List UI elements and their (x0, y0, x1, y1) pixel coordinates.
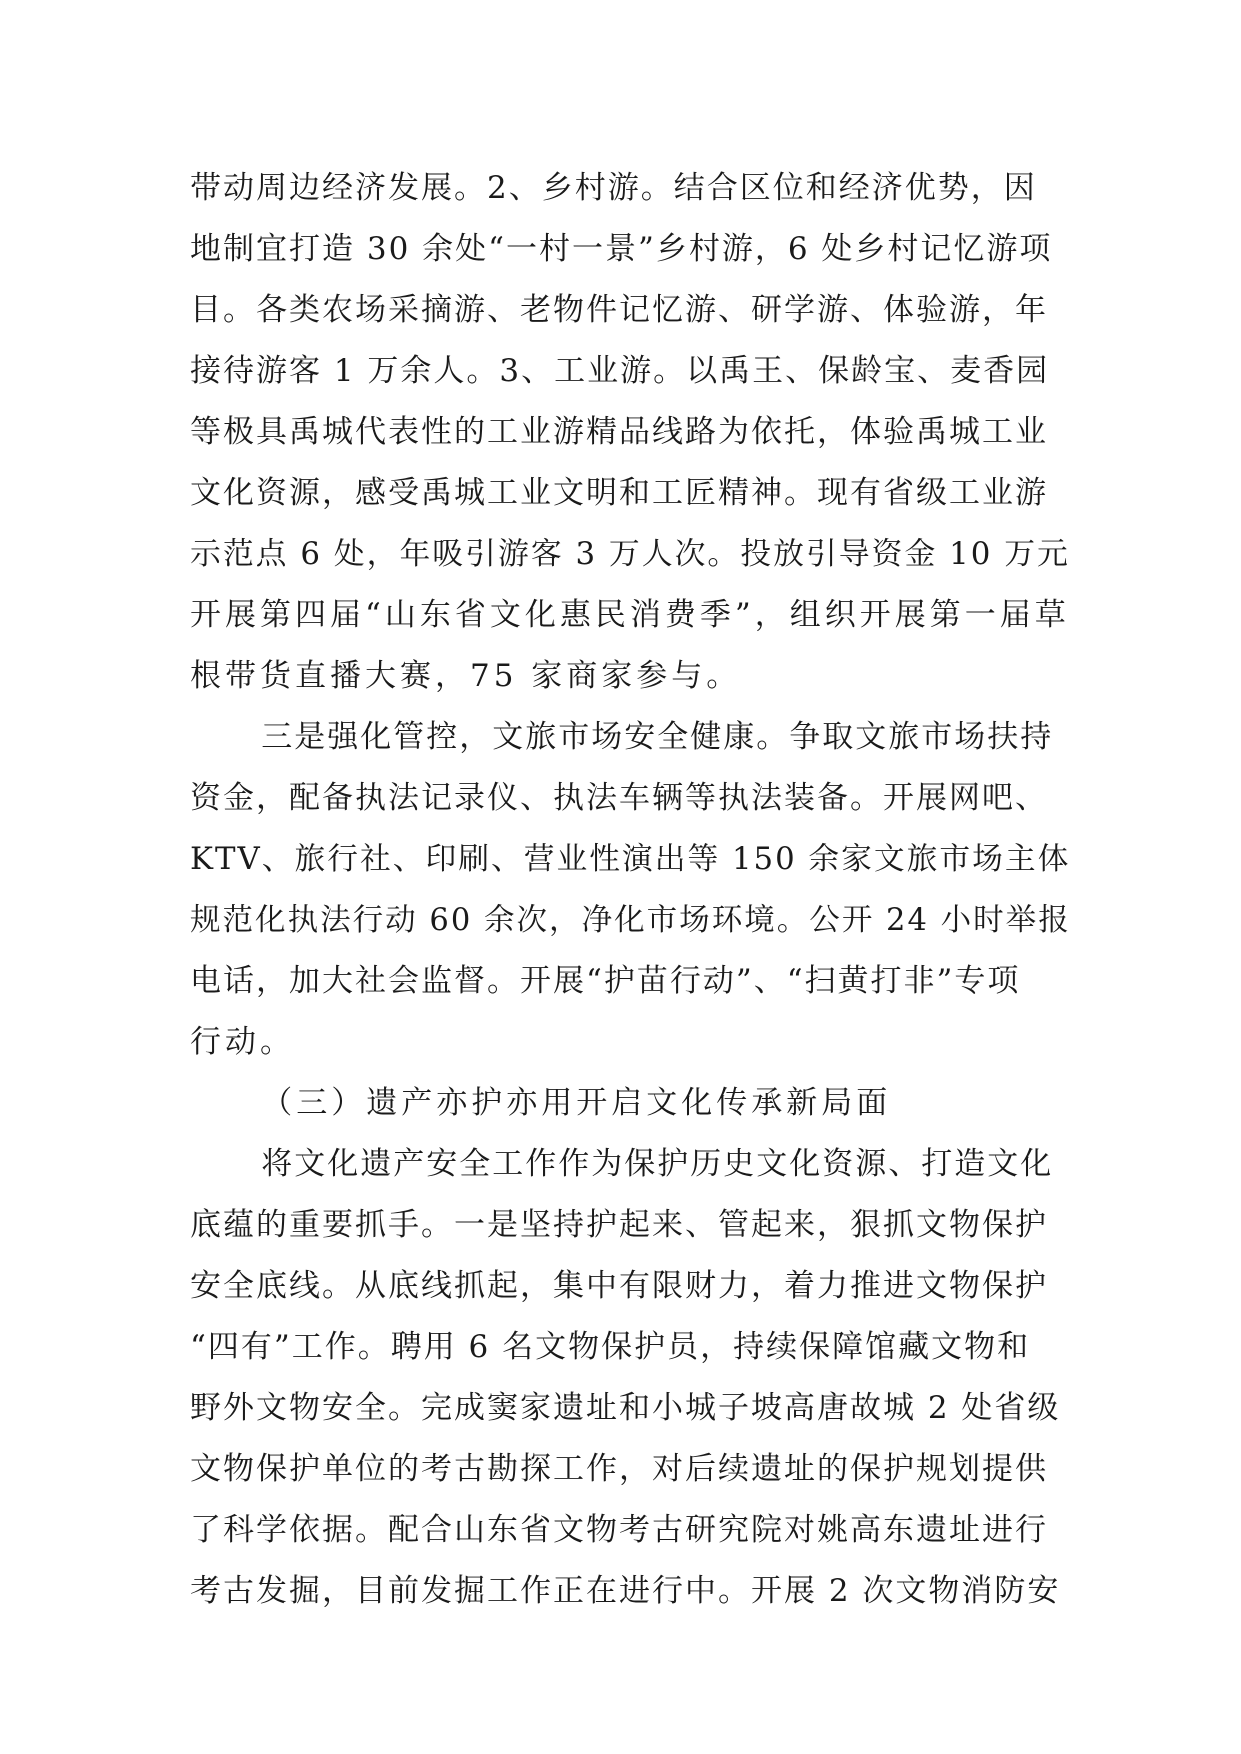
text-line: 带动周边经济发展。2、乡村游。结合区位和经济优势，因 (190, 170, 1037, 206)
text-line: 根带货直播大赛，75 家商家参与。 (190, 658, 742, 694)
text-line: 文物保护单位的考古勘探工作，对后续遗址的保护规划提供 (190, 1451, 1048, 1487)
text-line: 野外文物安全。完成窦家遗址和小城子坡高唐故城 2 处省级 (190, 1390, 1061, 1426)
text-line: 接待游客 1 万余人。3、工业游。以禹王、保龄宝、麦香园 (190, 353, 1050, 389)
text-line: 开展第四届“山东省文化惠民消费季”，组织开展第一届草 (190, 597, 1070, 633)
text-line: 等极具禹城代表性的工业游精品线路为依托，体验禹城工业 (190, 414, 1048, 450)
body-text (190, 158, 1070, 1622)
text-line: 行动。 (190, 1024, 295, 1060)
text-line: KTV、旅行社、印刷、营业性演出等 150 余家文旅市场主体 (190, 841, 1071, 877)
text-line: 示范点 6 处，年吸引游客 3 万人次。投放引导资金 10 万元 (190, 536, 1070, 572)
text-line: 三是强化管控，文旅市场安全健康。争取文旅市场扶持 (261, 719, 1054, 755)
text-line: 了科学依据。配合山东省文物考古研究院对姚高东遗址进行 (190, 1512, 1048, 1548)
text-line: 电话，加大社会监督。开展“护苗行动”、“扫黄打非”专项 (190, 963, 1021, 999)
text-line: 底蕴的重要抓手。一是坚持护起来、管起来，狠抓文物保护 (190, 1207, 1048, 1243)
text-line: 安全底线。从底线抓起，集中有限财力，着力推进文物保护 (190, 1268, 1048, 1304)
text-line: 将文化遗产安全工作作为保护历史文化资源、打造文化 (261, 1146, 1054, 1182)
text-line: 文化资源，感受禹城工业文明和工匠精神。现有省级工业游 (190, 475, 1048, 511)
text-line: 考古发掘，目前发掘工作正在进行中。开展 2 次文物消防安 (190, 1573, 1061, 1609)
text-line: 资金，配备执法记录仪、执法车辆等执法装备。开展网吧、 (190, 780, 1048, 816)
text-line: （三）遗产亦护亦用开启文化传承新局面 (261, 1085, 892, 1121)
text-line: “四有”工作。聘用 6 名文物保护员，持续保障馆藏文物和 (190, 1329, 1031, 1365)
text-line: 目。各类农场采摘游、老物件记忆游、研学游、体验游，年 (190, 292, 1048, 328)
text-line: 规范化执法行动 60 余次，净化市场环境。公开 24 小时举报 (190, 903, 1071, 938)
text-line: 地制宜打造 30 余处“一村一景”乡村游，6 处乡村记忆游项 (190, 231, 1053, 267)
